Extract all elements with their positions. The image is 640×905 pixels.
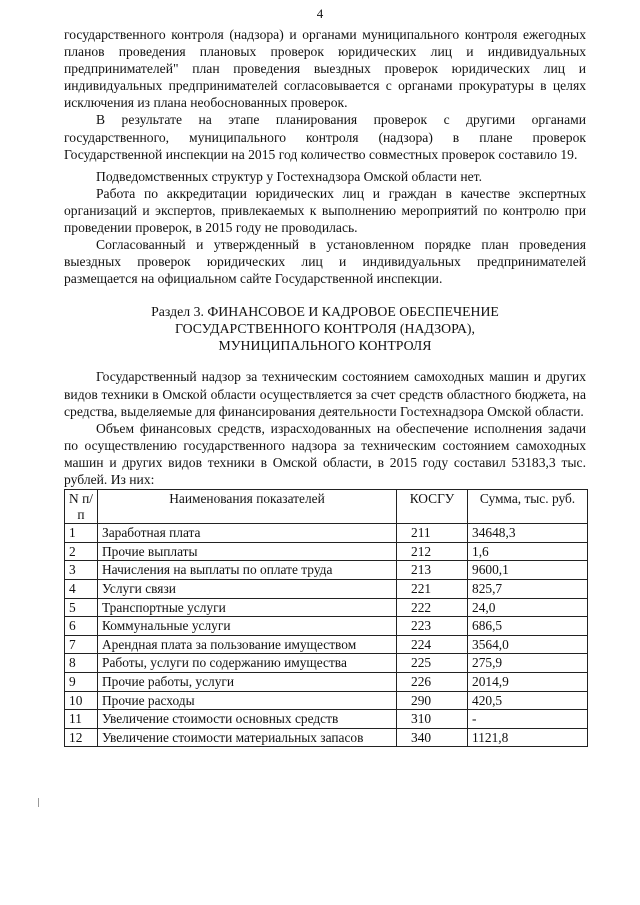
table-row	[65, 728, 588, 747]
cell-name: Увеличение стоимости основных средств	[98, 710, 397, 729]
cell-name: Заработная плата	[98, 524, 397, 543]
cell-sum: 2014,9	[468, 673, 588, 692]
cell-sum: 686,5	[468, 617, 588, 636]
cell-name: Услуги связи	[98, 580, 397, 599]
cell-sum: 24,0	[468, 598, 588, 617]
paragraph: В результате на этапе планирования проверок с другими органами государственного, муниципального контроля (надзора) в плане проверок Государственной инспекции на 2015 год количество совместных проверок составило 19.	[64, 112, 586, 162]
cell-code: 224	[397, 635, 468, 654]
table-row	[65, 561, 588, 580]
cell-name: Прочие выплаты	[98, 542, 397, 561]
cell-code: 222	[397, 598, 468, 617]
cell-num: 2	[65, 542, 98, 561]
cell-sum: 34648,3	[468, 524, 588, 543]
cell-num: 9	[65, 673, 98, 692]
cell-num: 5	[65, 598, 98, 617]
cell-sum: 825,7	[468, 580, 588, 599]
cell-code: 211	[397, 524, 468, 543]
table-row	[65, 598, 588, 617]
scan-mark	[38, 798, 39, 807]
table-row	[65, 710, 588, 729]
cell-name: Прочие работы, услуги	[98, 673, 397, 692]
document-body	[64, 26, 586, 747]
header-num: N п/п	[65, 490, 98, 524]
cell-code: 290	[397, 691, 468, 710]
page-number: 4	[316, 6, 324, 21]
paragraph: государственного контроля (надзора) и органами муниципального контроля ежегодных планов проведения плановых проверок юридических лиц и индивидуальных предпринимателей" план проведения выездных проверок юридических лиц и индивидуальных предпринимателей согласовывается с органами прокуратуры в целях исключения из плана необоснованных проверок.	[64, 27, 586, 111]
cell-sum: 1,6	[468, 542, 588, 561]
cell-num: 8	[65, 654, 98, 673]
table-row	[65, 524, 588, 543]
cell-name: Транспортные услуги	[98, 598, 397, 617]
cell-code: 225	[397, 654, 468, 673]
cell-num: 6	[65, 617, 98, 636]
paragraph: Объем финансовых средств, израсходованных на обеспечение исполнения задачи по осуществлению государственного надзора за техническим состоянием самоходных машин и других видов техники в Омской области, в 2015 году составил 53183,3 тыс. рублей. Из них:	[64, 420, 586, 487]
cell-code: 221	[397, 580, 468, 599]
cell-name: Работы, услуги по содержанию имущества	[98, 654, 397, 673]
cell-num: 10	[65, 691, 98, 710]
paragraph: Работа по аккредитации юридических лиц и граждан в качестве экспертных организаций и экспертов, привлекаемых к выполнению мероприятий по контролю при проведении проверок, в 2015 году не проводилась.	[64, 185, 586, 236]
table-row	[65, 673, 588, 692]
cell-num: 4	[65, 580, 98, 599]
cell-code: 213	[397, 561, 468, 580]
table-header-row	[65, 490, 588, 524]
cell-code: 212	[397, 542, 468, 561]
cell-code: 226	[397, 673, 468, 692]
expenses-table	[64, 489, 588, 747]
table-row	[65, 580, 588, 599]
header-sum: Сумма, тыс. руб.	[468, 490, 588, 524]
table-row	[65, 654, 588, 673]
cell-num: 1	[65, 524, 98, 543]
cell-code: 310	[397, 710, 468, 729]
table-row	[65, 617, 588, 636]
cell-code: 340	[397, 728, 468, 747]
cell-name: Коммунальные услуги	[98, 617, 397, 636]
section-heading-line: Раздел 3. ФИНАНСОВОЕ И КАДРОВОЕ ОБЕСПЕЧЕНИЕ	[151, 304, 499, 320]
cell-name: Арендная плата за пользование имуществом	[98, 635, 397, 654]
header-code: КОСГУ	[397, 490, 468, 524]
section-heading-line: МУНИЦИПАЛЬНОГО КОНТРОЛЯ	[218, 338, 432, 354]
cell-sum: 3564,0	[468, 635, 588, 654]
cell-sum: 9600,1	[468, 561, 588, 580]
table-row	[65, 542, 588, 561]
cell-name: Прочие расходы	[98, 691, 397, 710]
table-row	[65, 691, 588, 710]
header-name: Наименования показателей	[98, 490, 397, 524]
cell-num: 11	[65, 710, 98, 729]
table-body	[65, 524, 588, 747]
cell-num: 12	[65, 728, 98, 747]
cell-sum: 275,9	[468, 654, 588, 673]
table-row	[65, 635, 588, 654]
section-heading	[64, 303, 586, 354]
cell-name: Начисления на выплаты по оплате труда	[98, 561, 397, 580]
cell-num: 7	[65, 635, 98, 654]
paragraph: Согласованный и утвержденный в установленном порядке план проведения выездных проверок юридических лиц и индивидуальных предпринимателей размещается на официальном сайте Государственной инспекции.	[64, 237, 586, 287]
cell-name: Увеличение стоимости материальных запасов	[98, 728, 397, 747]
paragraph: Подведомственных структур у Гостехнадзора Омской области нет.	[96, 168, 482, 184]
cell-sum: 1121,8	[468, 728, 588, 747]
cell-code: 223	[397, 617, 468, 636]
paragraph: Государственный надзор за техническим состоянием самоходных машин и других видов техники в Омской области осуществляется за счет средств областного бюджета, на средства, выделяемые для финансирования деятельности Гостехнадзора Омской области.	[64, 369, 586, 419]
cell-num: 3	[65, 561, 98, 580]
cell-sum: -	[468, 710, 588, 729]
cell-sum: 420,5	[468, 691, 588, 710]
section-heading-line: ГОСУДАРСТВЕННОГО КОНТРОЛЯ (НАДЗОРА),	[175, 321, 475, 337]
